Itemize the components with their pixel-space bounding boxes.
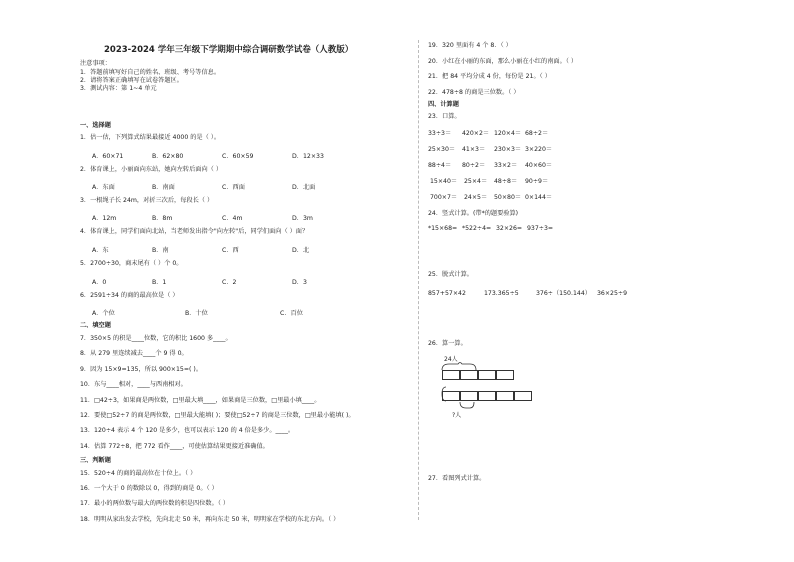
oral-item: 25×4＝ (464, 178, 488, 185)
question: 8．从 279 里连续减去____个 9 得 0。 (80, 350, 188, 357)
option[interactable]: D．3m (292, 215, 313, 222)
oral-item: 50×80＝ (494, 194, 522, 201)
option[interactable]: D．12×33 (292, 153, 324, 160)
diagram-block (514, 391, 532, 401)
oral-item: 48÷8＝ (494, 178, 518, 185)
section-heading: 三、判断题 (80, 457, 111, 464)
oral-item: 700×7＝ (430, 194, 458, 201)
question: 12．要使□52÷7 的商是两位数，□里最大能填( )；要使□52÷7 的商是三位数，□里最小能填( )。 (80, 412, 355, 419)
oral-item: 24×5＝ (464, 194, 488, 201)
diagram-top-label: 24人 (444, 356, 458, 363)
option[interactable]: C．百位 (280, 310, 303, 317)
oral-item: 80÷2＝ (462, 162, 486, 169)
oral-item: 88÷4＝ (428, 162, 452, 169)
question: 15．520÷4 的商的最高位在十位上。（ ） (80, 470, 197, 477)
oral-item: 33÷3＝ (428, 130, 452, 137)
question: 1．估一估，下列算式结果最接近 4000 的是（ ）。 (80, 134, 221, 141)
oral-item: 15×40＝ (430, 178, 458, 185)
option[interactable]: C．西面 (222, 184, 245, 191)
question: 18．明明从家出发去学校，先向北走 50 米，再向东走 50 米，明明家在学校的东北方向。（ ） (80, 516, 340, 523)
question: 25．脱式计算。 (428, 271, 473, 278)
question: 6．2591÷34 的商的最高位是（ ） (80, 292, 179, 299)
option[interactable]: A．12m (92, 215, 117, 222)
step-item: 857+57×42 (428, 290, 466, 297)
question: 20．小红在小丽的东面，那么小丽在小红的南面。（ ） (428, 58, 578, 65)
vertical-item: 937÷3= (527, 225, 554, 232)
question: 4．体育课上，同学们面向北站，当老师发出指令"向左转"后，同学们面向（ ）面？ (80, 228, 309, 235)
option[interactable]: A．东面 (92, 184, 115, 191)
option[interactable]: C．4m (222, 215, 243, 222)
step-item: 36×25÷9 (597, 290, 628, 297)
vertical-item: *15×68= (428, 225, 458, 232)
option[interactable]: C．60×59 (222, 153, 254, 160)
option[interactable]: B．1 (152, 279, 167, 286)
question: 13．120÷4 表示 4 个 120 是多少，也可以表示 120 的 4 倍是多少。____。 (80, 427, 295, 434)
section-heading: 四、计算题 (428, 101, 459, 108)
option[interactable]: A．0 (92, 279, 107, 286)
option[interactable]: C．2 (222, 279, 237, 286)
question: 10．东与____相对，____与西南相对。 (80, 381, 187, 388)
option[interactable]: D．北 (292, 247, 310, 254)
question: 5．2700÷30，商末尾有（ ）个 0。 (80, 260, 183, 267)
section-heading: 二、填空题 (80, 322, 111, 329)
vertical-item: *522÷4= (462, 225, 492, 232)
option[interactable]: B．8m (152, 215, 173, 222)
oral-item: 3×220＝ (525, 146, 553, 153)
question: 2．体育课上，小丽面向东站，她向左转后面向（ ） (80, 166, 223, 173)
question: 9．因为 15×9=135，所以 900×15=( )。 (80, 366, 203, 373)
oral-item: 0×144＝ (525, 194, 553, 201)
notice-item: 1．答题前填写好自己的姓名、班级、考号等信息。 (80, 69, 221, 76)
oral-item: 25×30＝ (428, 146, 456, 153)
oral-item: 120×4＝ (494, 130, 522, 137)
diagram-bottom-label: ?人 (452, 412, 462, 419)
section-heading: 一、选择题 (80, 122, 111, 129)
question: 24．竖式计算。(带*的题要验算) (428, 210, 519, 217)
oral-item: 33×2＝ (494, 162, 518, 169)
option[interactable]: D．3 (292, 279, 307, 286)
question: 14．估算 772÷8，把 772 看作____，可使估算结果更接近准确值。 (80, 443, 269, 450)
vertical-item: 32×26= (496, 225, 523, 232)
question: 26．算一算。 (428, 340, 467, 347)
page-title: 2023-2024 学年三年级下学期期中综合调研数学试卷（人教版） (104, 45, 354, 55)
oral-item: 230×3＝ (494, 146, 522, 153)
step-item: 173.365÷5 (484, 290, 519, 297)
option[interactable]: B．南 (152, 247, 169, 254)
oral-item: 41×3＝ (462, 146, 486, 153)
diagram-block (442, 370, 460, 380)
diagram-block (478, 391, 496, 401)
oral-item: 68÷2＝ (525, 130, 549, 137)
diagram-block (496, 391, 514, 401)
notice-item: 3．测试内容：第 1~4 单元 (80, 85, 157, 92)
oral-item: 420×2＝ (462, 130, 490, 137)
question: 16．一个大于 0 的数除以 0，得到的商是 0。（ ） (80, 485, 218, 492)
oral-item: 90÷9＝ (525, 178, 549, 185)
notice-item: 2．请将答案正确填写在试卷答题区。 (80, 77, 183, 84)
question: 27．看图列式计算。 (428, 475, 486, 482)
question: 22．478÷8 的商是三位数。（ ） (428, 89, 520, 96)
option[interactable]: B．十位 (185, 310, 208, 317)
question: 21．把 84 平均分成 4 份，每份是 21。（ ） (428, 73, 551, 80)
option[interactable]: A．个位 (92, 310, 115, 317)
option[interactable]: B．62×80 (152, 153, 184, 160)
left-brace (440, 385, 448, 403)
question: 11．□42÷3，如果商是两位数，□里最大填____，如果商是三位数，□里最小填____。 (80, 397, 321, 404)
question: 19．320 里面有 4 个 8．（ ） (428, 42, 512, 49)
notice-heading: 注意事项： (80, 60, 111, 67)
question: 7．350×5 的积是____位数，它的积比 1600 多____。 (80, 335, 232, 342)
option[interactable]: A．东 (92, 247, 109, 254)
question: 17．最小的两位数与最大的两位数的积是四位数。（ ） (80, 500, 230, 507)
diagram-block (460, 370, 478, 380)
diagram-block (496, 370, 514, 380)
question: 23．口算。 (428, 113, 461, 120)
oral-item: 40×60＝ (525, 162, 553, 169)
option[interactable]: C．西 (222, 247, 239, 254)
option[interactable]: B．南面 (152, 184, 175, 191)
step-item: 376÷（150.144） (536, 290, 591, 297)
option[interactable]: A．60×71 (92, 153, 124, 160)
option[interactable]: D．北面 (292, 184, 316, 191)
column-divider (418, 40, 419, 520)
diagram-block (478, 370, 496, 380)
question: 3．一根绳子长 24m，对折三次后，每段长（ ） (80, 197, 214, 204)
